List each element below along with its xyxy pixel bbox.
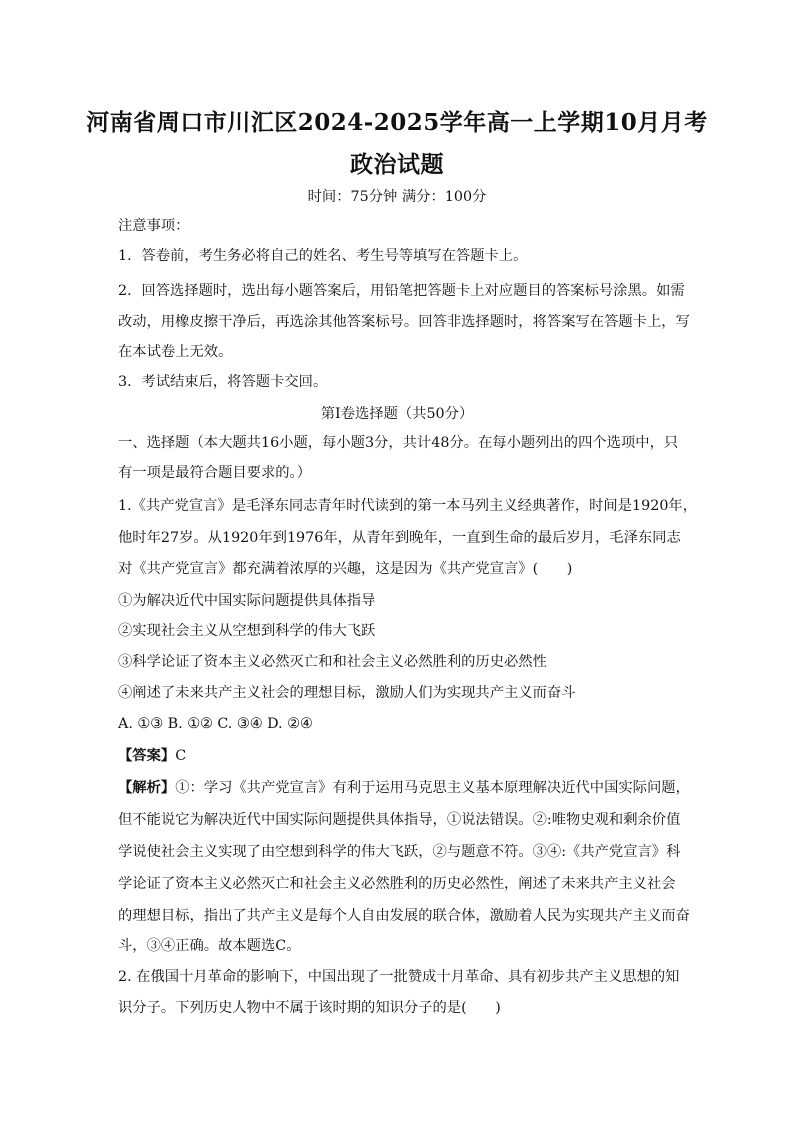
notes-item-2-line-1: 2．回答选择题时，选出每小题答案后，用铅笔把答题卡上对应题目的答案标号涂黑。如需: [118, 283, 685, 299]
q1-option-1: ①为解决近代中国实际问题提供具体指导: [118, 593, 376, 609]
answer-label: 【答案】: [118, 748, 176, 764]
document-title: 河南省周口市川汇区2024-2025学年高一上学期10月月考: [86, 109, 708, 136]
q1-analysis-line-3: 学说使社会主义实现了由空想到科学的伟大飞跃，②与题意不符。③④:《共产党宣言》科: [118, 844, 681, 860]
q1-analysis-line-5: 的理想目标，指出了共产主义是每个人自由发展的联合体，激励着人民为实现共产主义而奋: [118, 908, 690, 924]
exam-meta: 时间：75分钟 满分：100分: [307, 189, 487, 205]
q1-choices: A. ①③ B. ①② C. ③④ D. ②④: [118, 716, 313, 732]
q1-option-3: ③科学论证了资本主义必然灭亡和和社会主义必然胜利的历史必然性: [118, 654, 547, 670]
q1-stem-line-3: 对《共产党宣言》都充满着浓厚的兴趣，这是因为《共产党宣言》( ): [118, 561, 573, 577]
q1-analysis-line-6: 斗，③④正确。故本题选C。: [118, 938, 301, 954]
q1-analysis-line-4: 学论证了资本主义必然灭亡和社会主义必然胜利的历史必然性，阐述了未来共产主义社会: [118, 876, 676, 892]
q2-stem-line-2: 识分子。下列历史人物中不属于该时期的知识分子的是( ): [118, 1000, 501, 1016]
notes-item-1: 1．答卷前，考生务必将自己的姓名、考生号等填写在答题卡上。: [118, 248, 528, 264]
analysis-label: 【解析】: [118, 780, 176, 796]
document-subtitle: 政治试题: [350, 151, 444, 178]
section-title: 第Ⅰ卷选择题（共50分）: [320, 406, 474, 422]
section-intro-line-1: 一、选择题（本大题共16小题，每小题3分，共计48分。在每小题列出的四个选项中，只: [118, 435, 679, 451]
section-intro-line-2: 有一项是最符合题目要求的。）: [118, 465, 312, 481]
notes-item-3: 3．考试结束后，将答题卡交回。: [118, 374, 328, 390]
q1-stem-line-2: 他时年27岁。从1920年到1976年，从青年到晚年，一直到生命的最后岁月，毛泽东同志: [118, 530, 681, 546]
q1-option-4: ④阐述了未来共产主义社会的理想目标，激励人们为实现共产主义而奋斗: [118, 685, 576, 701]
q1-option-2: ②实现社会主义从空想到科学的伟大飞跃: [118, 623, 376, 639]
q1-analysis-line-2: 但不能说它为解决近代中国实际问题提供具体指导，①说法错误。②:唯物史观和剩余价值: [118, 812, 681, 828]
notes-item-2-line-3: 在本试卷上无效。: [118, 344, 233, 360]
q1-stem-line-1: 1.《共产党宣言》是毛泽东同志青年时代读到的第一本马列主义经典著作，时间是1920年，: [118, 498, 698, 514]
analysis-text: ①：学习《共产党宣言》有利于运用马克思主义基本原理解决近代中国实际问题，: [175, 780, 690, 796]
q1-answer: [118, 746, 186, 766]
answer-value: C: [175, 748, 187, 764]
notes-heading: 注意事项：: [118, 218, 190, 234]
q2-stem-line-1: 2. 在俄国十月革命的影响下，中国出现了一批赞成十月革命、具有初步共产主义思想的知: [118, 969, 680, 985]
notes-item-2-line-2: 改动，用橡皮擦干净后，再选涂其他答案标号。回答非选择题时，将答案写在答题卡上，写: [118, 314, 690, 330]
q1-analysis-line-1: [118, 778, 690, 798]
